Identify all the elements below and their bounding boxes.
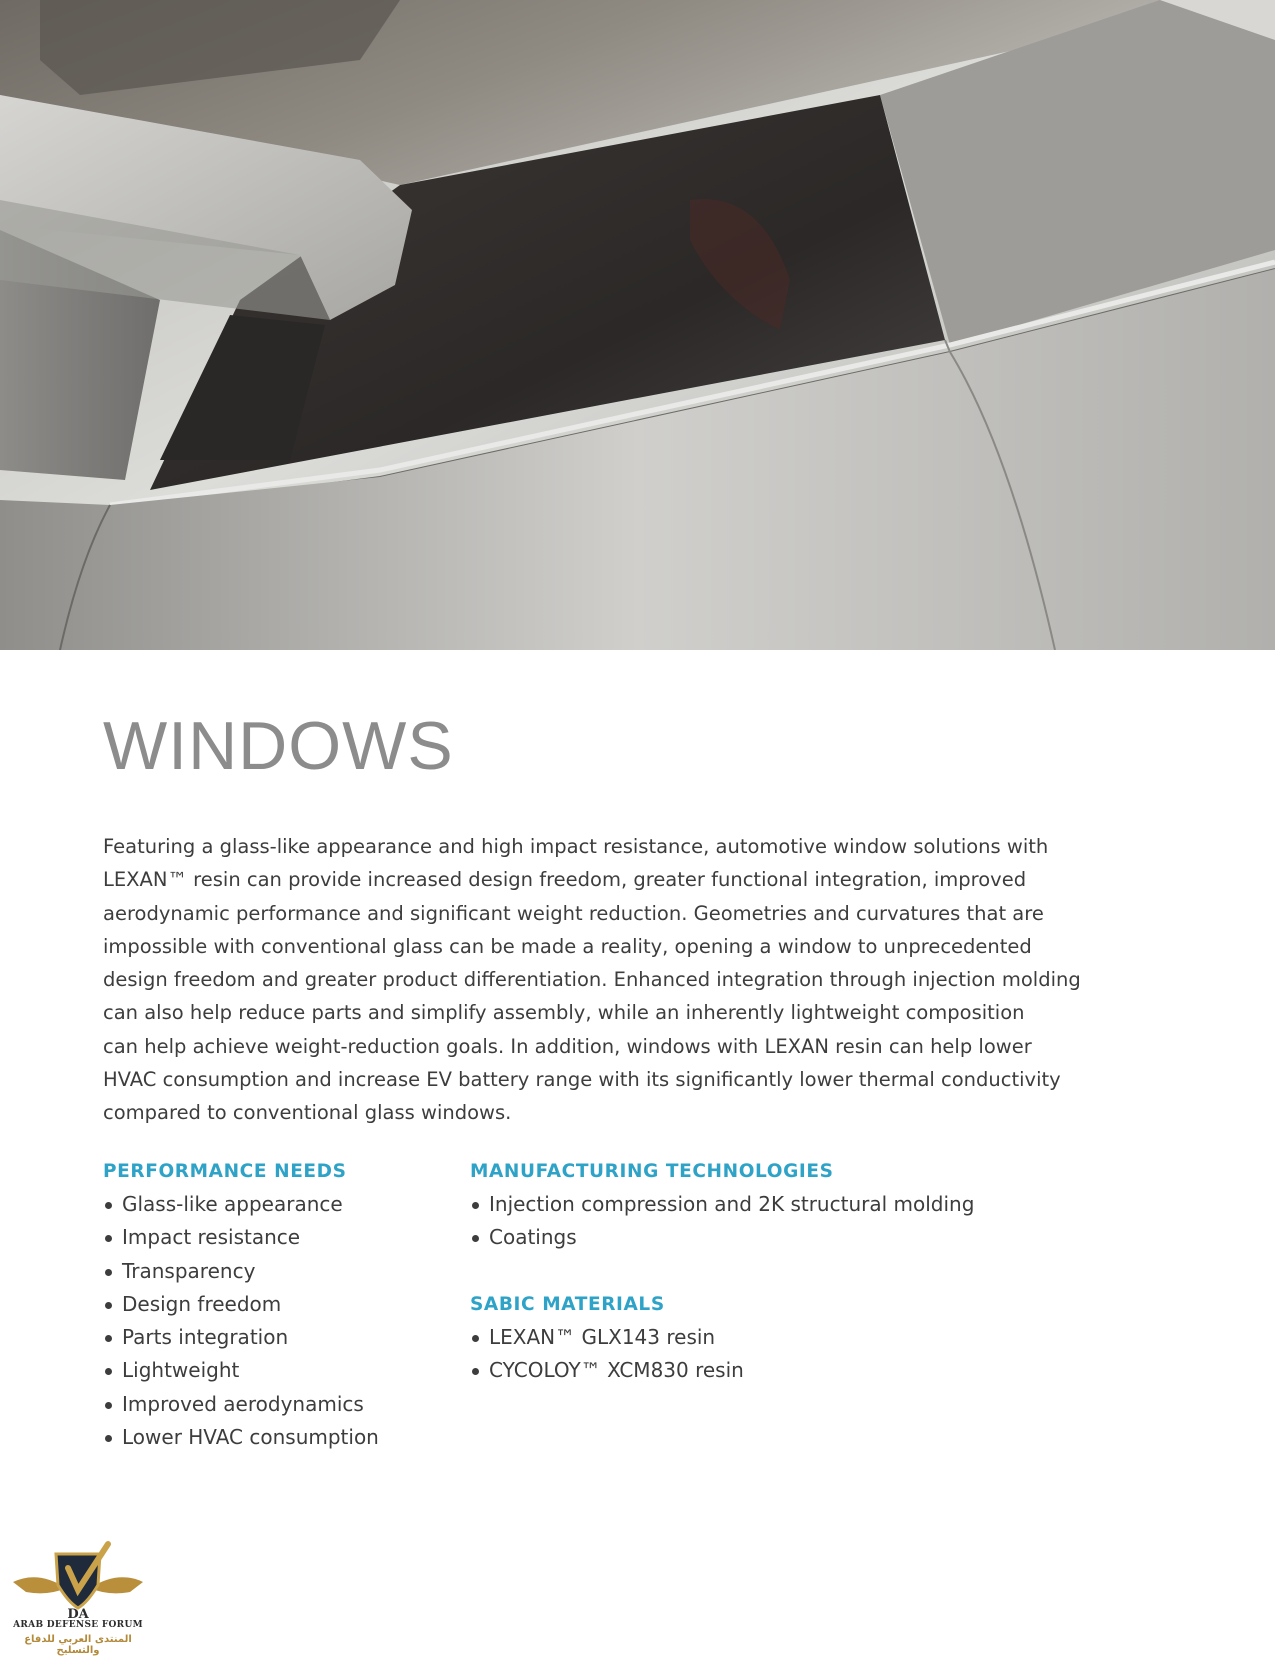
list-item: Impact resistance [103, 1221, 379, 1254]
body-line: LEXAN™ resin can provide increased design freedom, greater functional integration, improved [103, 868, 1027, 892]
body-line: aerodynamic performance and significant weight reduction. Geometries and curvatures that are [103, 901, 1044, 925]
body-line: HVAC consumption and increase EV battery range with its significantly lower thermal conductivity [103, 1068, 1061, 1092]
list-item: Coatings [470, 1221, 974, 1254]
page-title: WINDOWS [103, 708, 454, 784]
list-item: Design freedom [103, 1288, 379, 1321]
body-line: can help achieve weight-reduction goals. In addition, windows with LEXAN resin can help lower [103, 1034, 1032, 1058]
body-line: design freedom and greater product differentiation. Enhanced integration through injection molding [103, 968, 1081, 992]
body-line: compared to conventional glass windows. [103, 1101, 512, 1125]
list-item: CYCOLOY™ XCM830 resin [470, 1354, 744, 1387]
logo-english-text: ARAB DEFENSE FORUM [13, 1620, 143, 1630]
body-line: Featuring a glass-like appearance and high impact resistance, automotive window solutions with [103, 835, 1049, 858]
performance-needs-list [103, 1188, 379, 1454]
list-item: LEXAN™ GLX143 resin [470, 1321, 744, 1354]
body-line: impossible with conventional glass can be made a reality, opening a window to unprecedented [103, 934, 1032, 958]
list-item: Transparency [103, 1255, 379, 1288]
performance-needs-heading: PERFORMANCE NEEDS [103, 1161, 347, 1182]
hero-car-window-image [0, 0, 1275, 650]
manufacturing-technologies-list [470, 1188, 974, 1255]
list-item: Injection compression and 2K structural molding [470, 1188, 974, 1221]
sabic-materials-list [470, 1321, 744, 1388]
list-item: Lightweight [103, 1354, 379, 1387]
manufacturing-technologies-heading: MANUFACTURING TECHNOLOGIES [470, 1161, 834, 1182]
body-line: can also help reduce parts and simplify assembly, while an inherently lightweight composition [103, 1001, 1025, 1025]
list-item: Parts integration [103, 1321, 379, 1354]
list-item: Lower HVAC consumption [103, 1421, 379, 1454]
list-item: Glass-like appearance [103, 1188, 379, 1221]
logo-arabic-text: المنتدى العربي للدفاع والتسليح [24, 1634, 132, 1656]
list-item: Improved aerodynamics [103, 1388, 379, 1421]
sabic-materials-heading: SABIC MATERIALS [470, 1294, 665, 1315]
arab-defense-forum-logo [8, 1540, 148, 1648]
body-paragraph [103, 830, 1153, 1130]
logo-initials: DA [67, 1607, 89, 1620]
